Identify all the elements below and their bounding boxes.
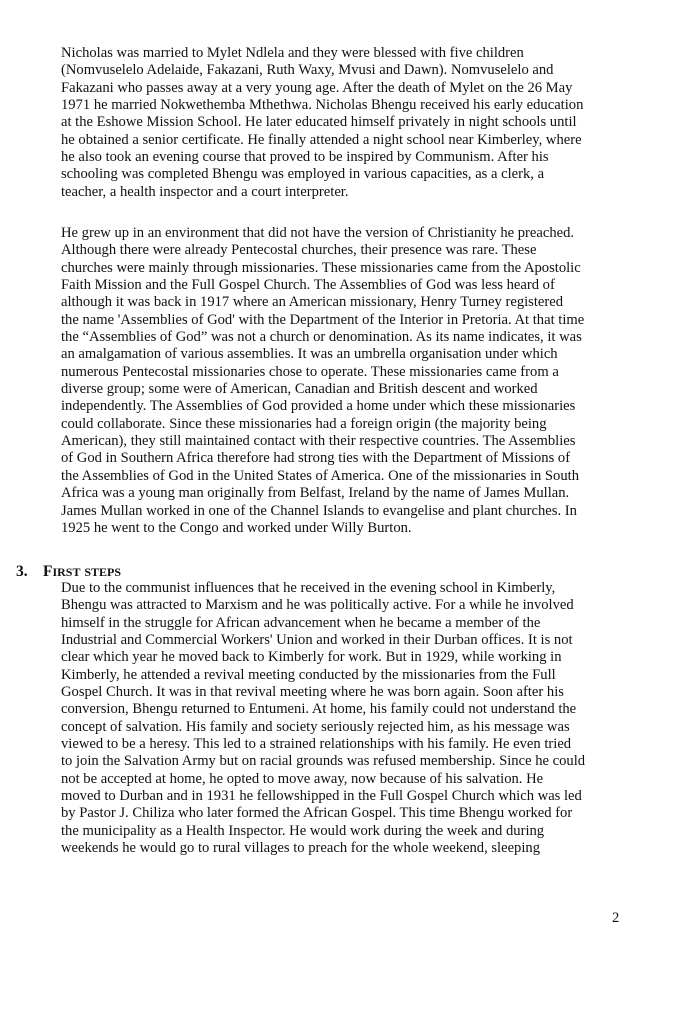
text-line: Bhengu was attracted to Marxism and he was politically active. For a while he involved xyxy=(61,597,574,614)
text-line: not be accepted at home, he opted to move away, now because of his salvation. He xyxy=(61,770,544,787)
section-heading-first-steps xyxy=(16,563,121,581)
text-line: the name 'Assemblies of God' with the Department of the Interior in Pretoria. At that time xyxy=(61,311,585,328)
text-line: himself in the struggle for African advancement when he became a member of the xyxy=(61,614,541,631)
text-line: James Mullan worked in one of the Channel Islands to evangelise and plant churches. In xyxy=(61,502,577,519)
paragraph-pentecostal-background xyxy=(61,225,621,537)
text-line: the municipality as a Health Inspector. He would work during the week and during xyxy=(61,822,545,839)
text-line: he obtained a senior certificate. He finally attended a night school near Kimberley, where xyxy=(61,131,582,148)
text-line: 1925 he went to the Congo and worked under Willy Burton. xyxy=(61,519,412,536)
text-line: Fakazani who passes away at a very young age. After the death of Mylet on the 26 May xyxy=(61,79,573,96)
section-number: 3. xyxy=(16,563,28,580)
text-line: to join the Salvation Army but on racial grounds was refused membership. Since he could xyxy=(61,753,586,770)
text-line: Gospel Church. It was in that revival meeting where he was born again. Soon after his xyxy=(61,684,564,701)
text-line: at the Eshowe Mission School. He later educated himself privately in night schools until xyxy=(61,114,577,131)
text-line: the Assemblies of God in the United States of America. One of the missionaries in South xyxy=(61,467,579,484)
text-line: by Pastor J. Chiliza who later formed the African Gospel. This time Bhengu worked for xyxy=(61,805,573,822)
text-line: although it was back in 1917 where an American missionary, Henry Turney registered xyxy=(61,294,564,311)
section-title-rest: IRST xyxy=(52,565,81,579)
text-line: Although there were already Pentecostal churches, their presence was rare. These xyxy=(61,242,537,259)
section-title-rest: STEPS xyxy=(84,565,122,579)
section-title-initial: F xyxy=(43,563,53,580)
text-line: an amalgamation of various assemblies. It was an umbrella organisation under which xyxy=(61,346,558,363)
text-line: Africa was a young man originally from Belfast, Ireland by the name of James Mullan. xyxy=(61,485,570,502)
text-line: could collaborate. Since these missionaries had a foreign origin (the majority being xyxy=(61,415,547,432)
text-line: Faith Mission and the Full Gospel Church. The Assemblies of God was less heard of xyxy=(61,277,555,294)
text-line: schooling was completed Bhengu was employed in various capacities, as a clerk, a xyxy=(61,166,545,183)
text-line: conversion, Bhengu returned to Entumeni. At home, his family could not understand the xyxy=(61,701,577,718)
text-line: he also took an evening course that proved to be inspired by Communism. After his xyxy=(61,149,549,166)
text-line: diverse group; some were of American, Canadian and British descent and worked xyxy=(61,381,538,398)
text-line: moved to Durban and in 1931 he fellowshipped in the Full Gospel Church which was led xyxy=(61,788,582,805)
page-number: 2 xyxy=(612,910,620,926)
text-line: (Nomvuselelo Adelaide, Fakazani, Ruth Waxy, Mvusi and Dawn). Nomvuselelo and xyxy=(61,62,554,79)
text-line: teacher, a health inspector and a court interpreter. xyxy=(61,183,349,200)
text-line: weekends he would go to rural villages to preach for the whole weekend, sleeping xyxy=(61,840,541,857)
text-line: viewed to be a heresy. This led to a strained relationships with his family. He even tried xyxy=(61,736,572,753)
paragraph-first-steps xyxy=(61,580,621,858)
text-line: independently. The Assemblies of God provided a home under which these missionaries xyxy=(61,398,576,415)
text-line: churches were mainly through missionaries. These missionaries came from the Apostolic xyxy=(61,259,581,276)
text-line: of God in Southern Africa therefore had strong ties with the Department of Missions of xyxy=(61,450,571,467)
text-line: numerous Pentecostal missionaries chose to operate. These missionaries came from a xyxy=(61,363,559,380)
text-line: American), they still maintained contact with their respective countries. The Assemblies xyxy=(61,433,576,450)
paragraph-family-and-education xyxy=(61,45,621,201)
text-line: Due to the communist influences that he received in the evening school in Kimberly, xyxy=(61,580,556,596)
text-line: 1971 he married Nokwethemba Mthethwa. Nicholas Bhengu received his early education xyxy=(61,97,584,114)
text-line: clear which year he moved back to Kimberly for work. But in 1929, while working in xyxy=(61,649,562,666)
text-line: He grew up in an environment that did not have the version of Christianity he preached. xyxy=(61,225,575,241)
text-line: Industrial and Commercial Workers' Union and worked in their Durban offices. It is not xyxy=(61,632,573,649)
text-line: concept of salvation. His family and society seriously rejected him, as his message was xyxy=(61,718,570,735)
text-line: the “Assemblies of God” was not a church or denomination. As its name indicates, it was xyxy=(61,329,582,346)
text-line: Nicholas was married to Mylet Ndlela and they were blessed with five children xyxy=(61,45,524,61)
text-line: Kimberly, he attended a revival meeting conducted by the missionaries from the Full xyxy=(61,666,556,683)
